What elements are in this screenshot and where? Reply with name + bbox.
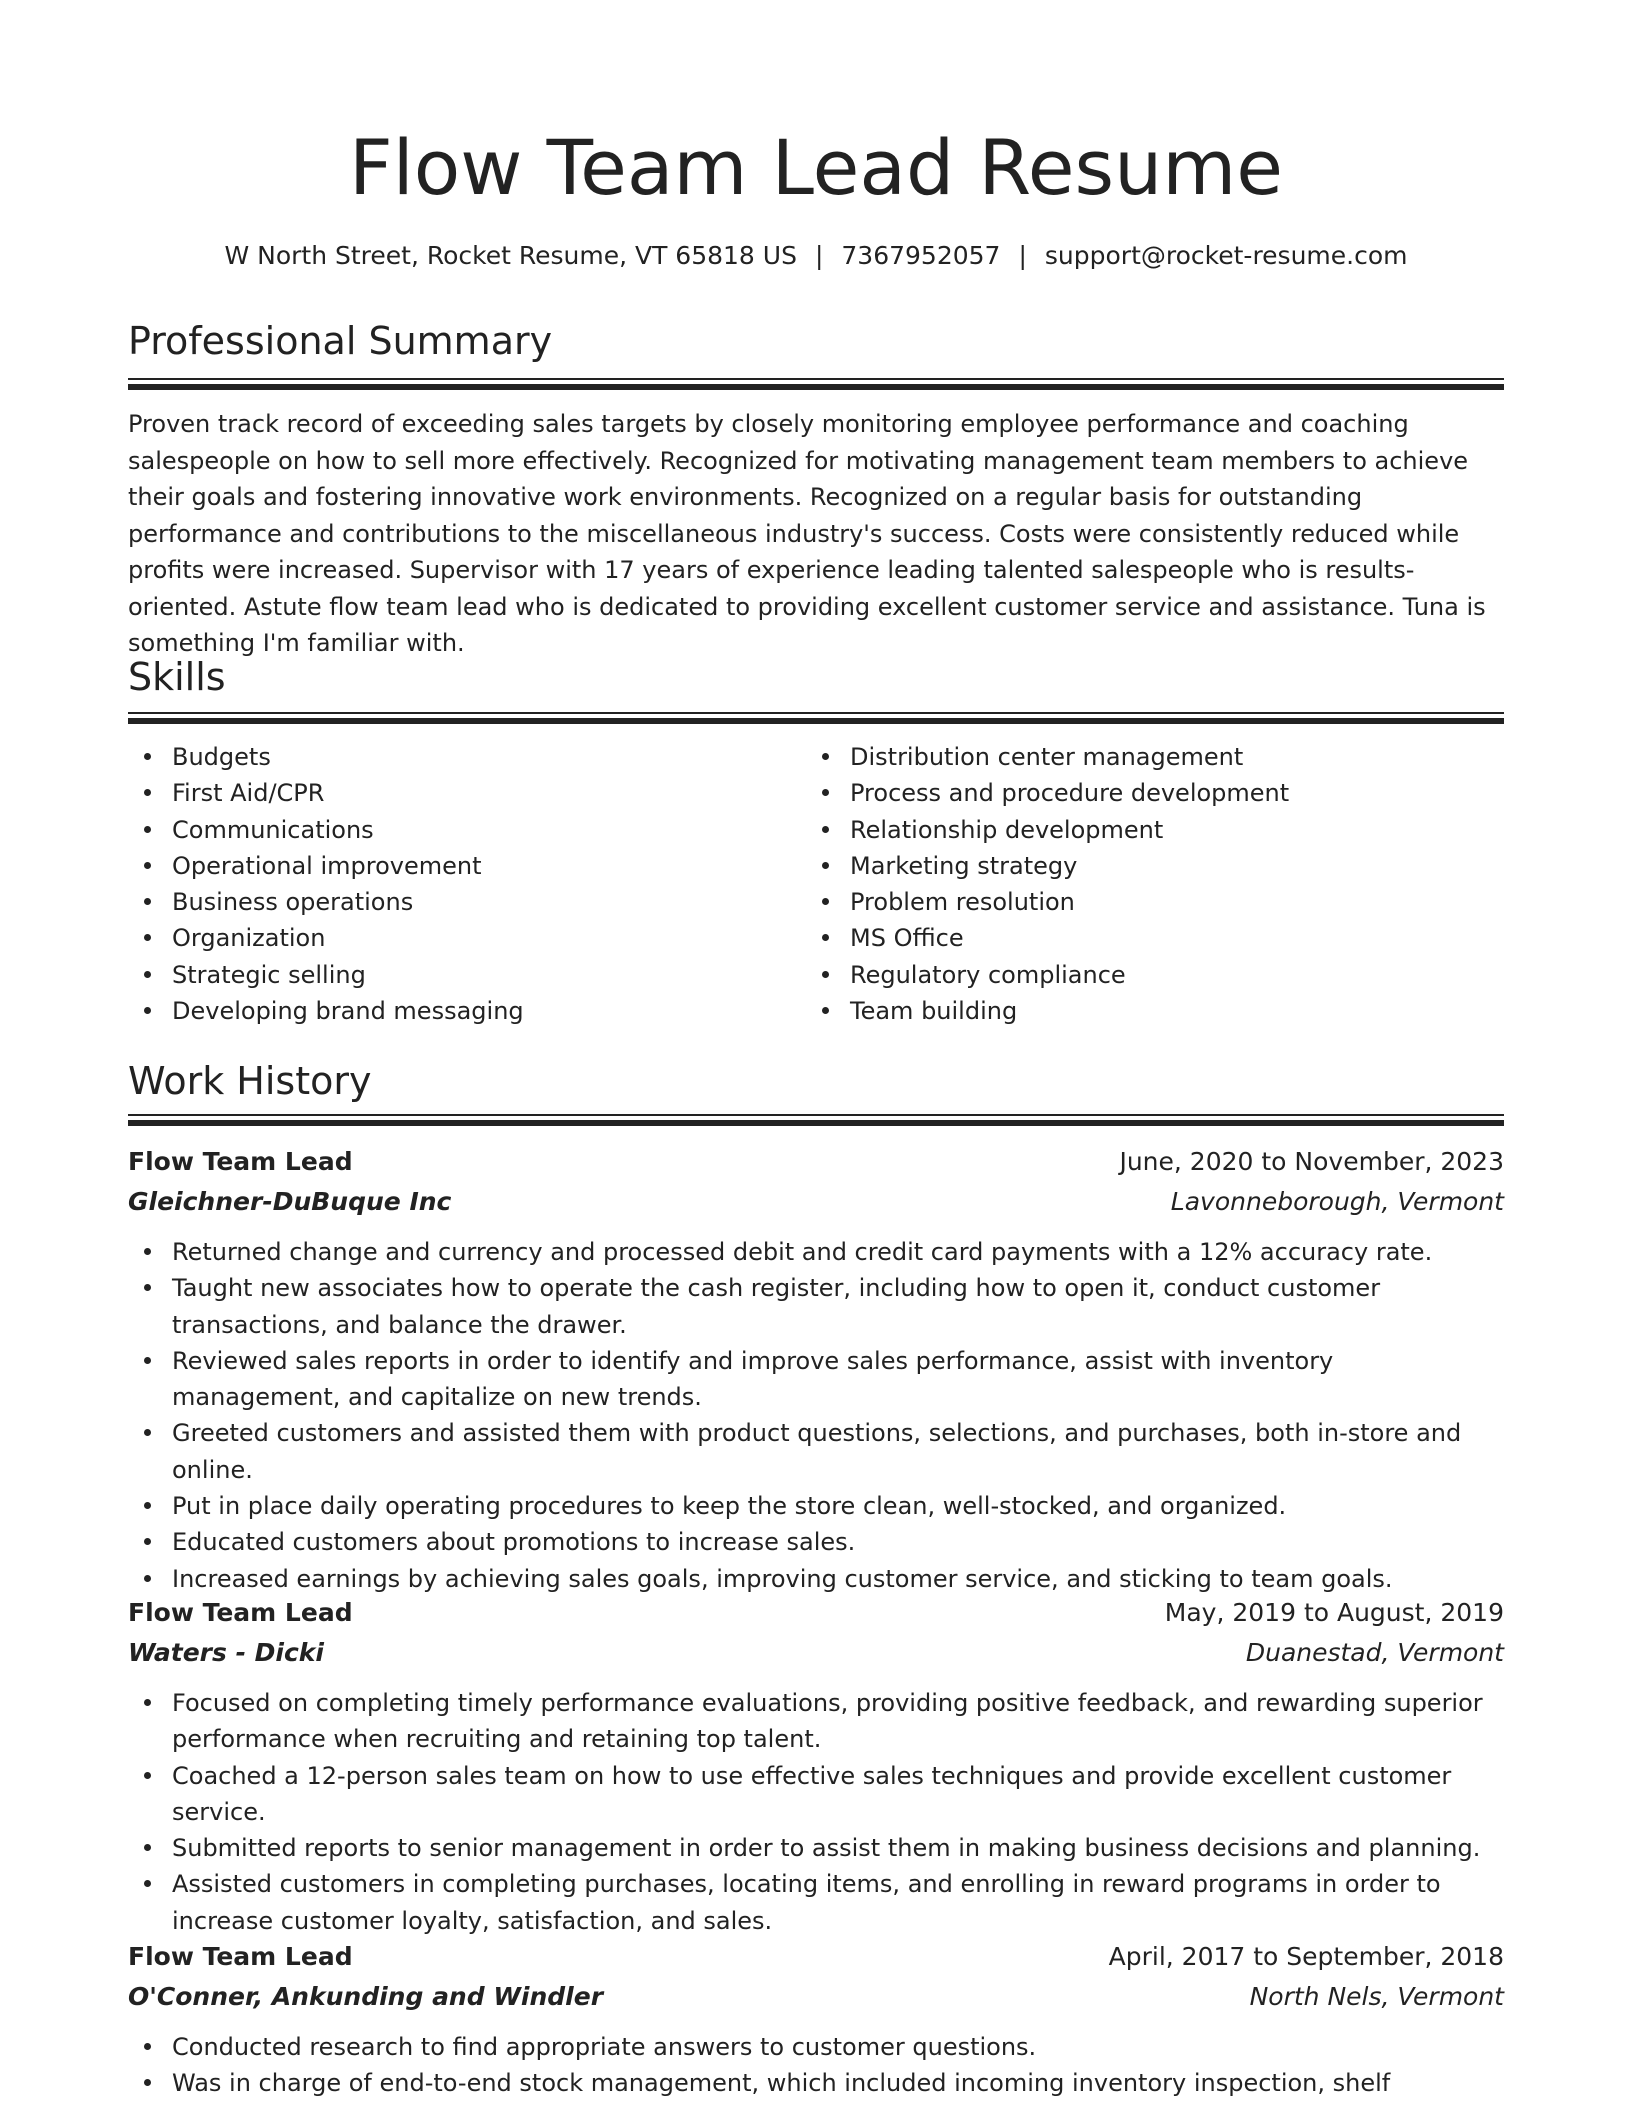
- duty-item: Assisted customers in completing purchases, locating items, and enrolling in reward programs in order to increase customer loyalty, satisfaction, and sales.: [128, 1866, 1504, 1939]
- job-title: Flow Team Lead: [128, 1598, 353, 1627]
- duty-item: Coached a 12-person sales team on how to use effective sales techniques and provide excellent customer service.: [128, 1758, 1504, 1831]
- skill-item: Operational improvement: [128, 848, 788, 884]
- skill-item: Strategic selling: [128, 957, 788, 993]
- duty-item: Taught new associates how to operate the cash register, including how to open it, conduct customer transactions, and balance the drawer.: [128, 1270, 1504, 1343]
- work-heading: Work History: [128, 1059, 372, 1103]
- skill-item: MS Office: [806, 920, 1466, 956]
- job-dates: April, 2017 to September, 2018: [1108, 1942, 1504, 1971]
- job-header-row: [128, 1937, 1504, 1977]
- job-entry: [128, 1937, 1504, 2102]
- skill-item: Marketing strategy: [806, 848, 1466, 884]
- skill-item: Budgets: [128, 739, 788, 775]
- job-entry: [128, 1142, 1504, 1597]
- duty-item: Returned change and currency and processed debit and credit card payments with a 12% accuracy rate.: [128, 1234, 1504, 1270]
- job-duties-list: [128, 1685, 1504, 1939]
- contact-email: support@rocket-resume.com: [1044, 241, 1408, 270]
- duty-item: Submitted reports to senior management in order to assist them in making business decisions and planning.: [128, 1830, 1504, 1866]
- job-duties-list: [128, 2029, 1504, 2102]
- job-location: Lavonneborough, Vermont: [1170, 1187, 1504, 1216]
- summary-section-header: [128, 316, 1504, 366]
- job-company-row: [128, 1182, 1504, 1222]
- section-divider: [128, 378, 1504, 390]
- job-title: Flow Team Lead: [128, 1147, 353, 1176]
- skills-list-left: [128, 739, 788, 1029]
- job-location: Duanestad, Vermont: [1245, 1638, 1504, 1667]
- skill-item: Team building: [806, 993, 1466, 1029]
- job-company-row: [128, 1977, 1504, 2017]
- skills-heading: Skills: [128, 655, 226, 699]
- skills-section-header: [128, 652, 1504, 702]
- job-duties-list: [128, 1234, 1504, 1597]
- duty-item: Conducted research to find appropriate answers to customer questions.: [128, 2029, 1504, 2065]
- skill-item: Distribution center management: [806, 739, 1466, 775]
- work-section-header: [128, 1056, 1504, 1106]
- duty-item: Put in place daily operating procedures to keep the store clean, well-stocked, and organized.: [128, 1488, 1504, 1524]
- duty-item: Increased earnings by achieving sales goals, improving customer service, and sticking to team goals.: [128, 1561, 1504, 1597]
- skill-item: Organization: [128, 920, 788, 956]
- skill-item: Relationship development: [806, 812, 1466, 848]
- skill-item: Developing brand messaging: [128, 993, 788, 1029]
- job-title: Flow Team Lead: [128, 1942, 353, 1971]
- job-header-row: [128, 1142, 1504, 1182]
- job-company: Waters - Dicki: [128, 1638, 324, 1667]
- summary-text: Proven track record of exceeding sales targets by closely monitoring employee performance and coaching salespeople on how to sell more effectively. Recognized for motivating management team members to achieve their goals and fostering innovative work environments. Recognized on a regular basis for outstanding performance and contributions to the miscellaneous industry's success. Costs were consistently reduced while profits were increased. Supervisor with 17 years of experience leading talented salespeople who is results-oriented. Astute flow team lead who is dedicated to providing excellent customer service and assistance. Tuna is something I'm familiar with.: [128, 410, 1486, 657]
- contact-line: [128, 236, 1504, 276]
- job-company: Gleichner-DuBuque Inc: [128, 1187, 452, 1216]
- job-entry: [128, 1593, 1504, 1939]
- contact-address: W North Street, Rocket Resume, VT 65818 US: [224, 241, 797, 270]
- duty-item: Focused on completing timely performance evaluations, providing positive feedback, and rewarding superior performance when recruiting and retaining top talent.: [128, 1685, 1504, 1758]
- resume-title: Flow Team Lead Resume: [348, 123, 1284, 212]
- duty-item: Reviewed sales reports in order to identify and improve sales performance, assist with inventory management, and capitalize on new trends.: [128, 1343, 1504, 1416]
- job-company-row: [128, 1633, 1504, 1673]
- job-dates: June, 2020 to November, 2023: [1119, 1147, 1504, 1176]
- contact-phone: 7367952057: [841, 241, 1001, 270]
- skills-list-right: [806, 739, 1466, 1029]
- job-dates: May, 2019 to August, 2019: [1164, 1598, 1504, 1627]
- skill-item: Regulatory compliance: [806, 957, 1466, 993]
- skill-item: Process and procedure development: [806, 775, 1466, 811]
- contact-separator: |: [1018, 241, 1027, 270]
- skill-item: Business operations: [128, 884, 788, 920]
- job-location: North Nels, Vermont: [1249, 1982, 1504, 2011]
- section-divider: [128, 1114, 1504, 1126]
- section-divider: [128, 712, 1504, 724]
- contact-separator: |: [814, 241, 824, 270]
- job-company: O'Conner, Ankunding and Windler: [128, 1982, 604, 2011]
- job-header-row: [128, 1593, 1504, 1633]
- duty-item: Greeted customers and assisted them with product questions, selections, and purchases, both in-store and online.: [128, 1415, 1504, 1488]
- duty-item: Was in charge of end-to-end stock management, which included incoming inventory inspection, shelf: [128, 2065, 1504, 2101]
- summary-heading: Professional Summary: [128, 319, 553, 363]
- duty-item: Educated customers about promotions to increase sales.: [128, 1524, 1504, 1560]
- skill-item: Problem resolution: [806, 884, 1466, 920]
- skill-item: Communications: [128, 812, 788, 848]
- skill-item: First Aid/CPR: [128, 775, 788, 811]
